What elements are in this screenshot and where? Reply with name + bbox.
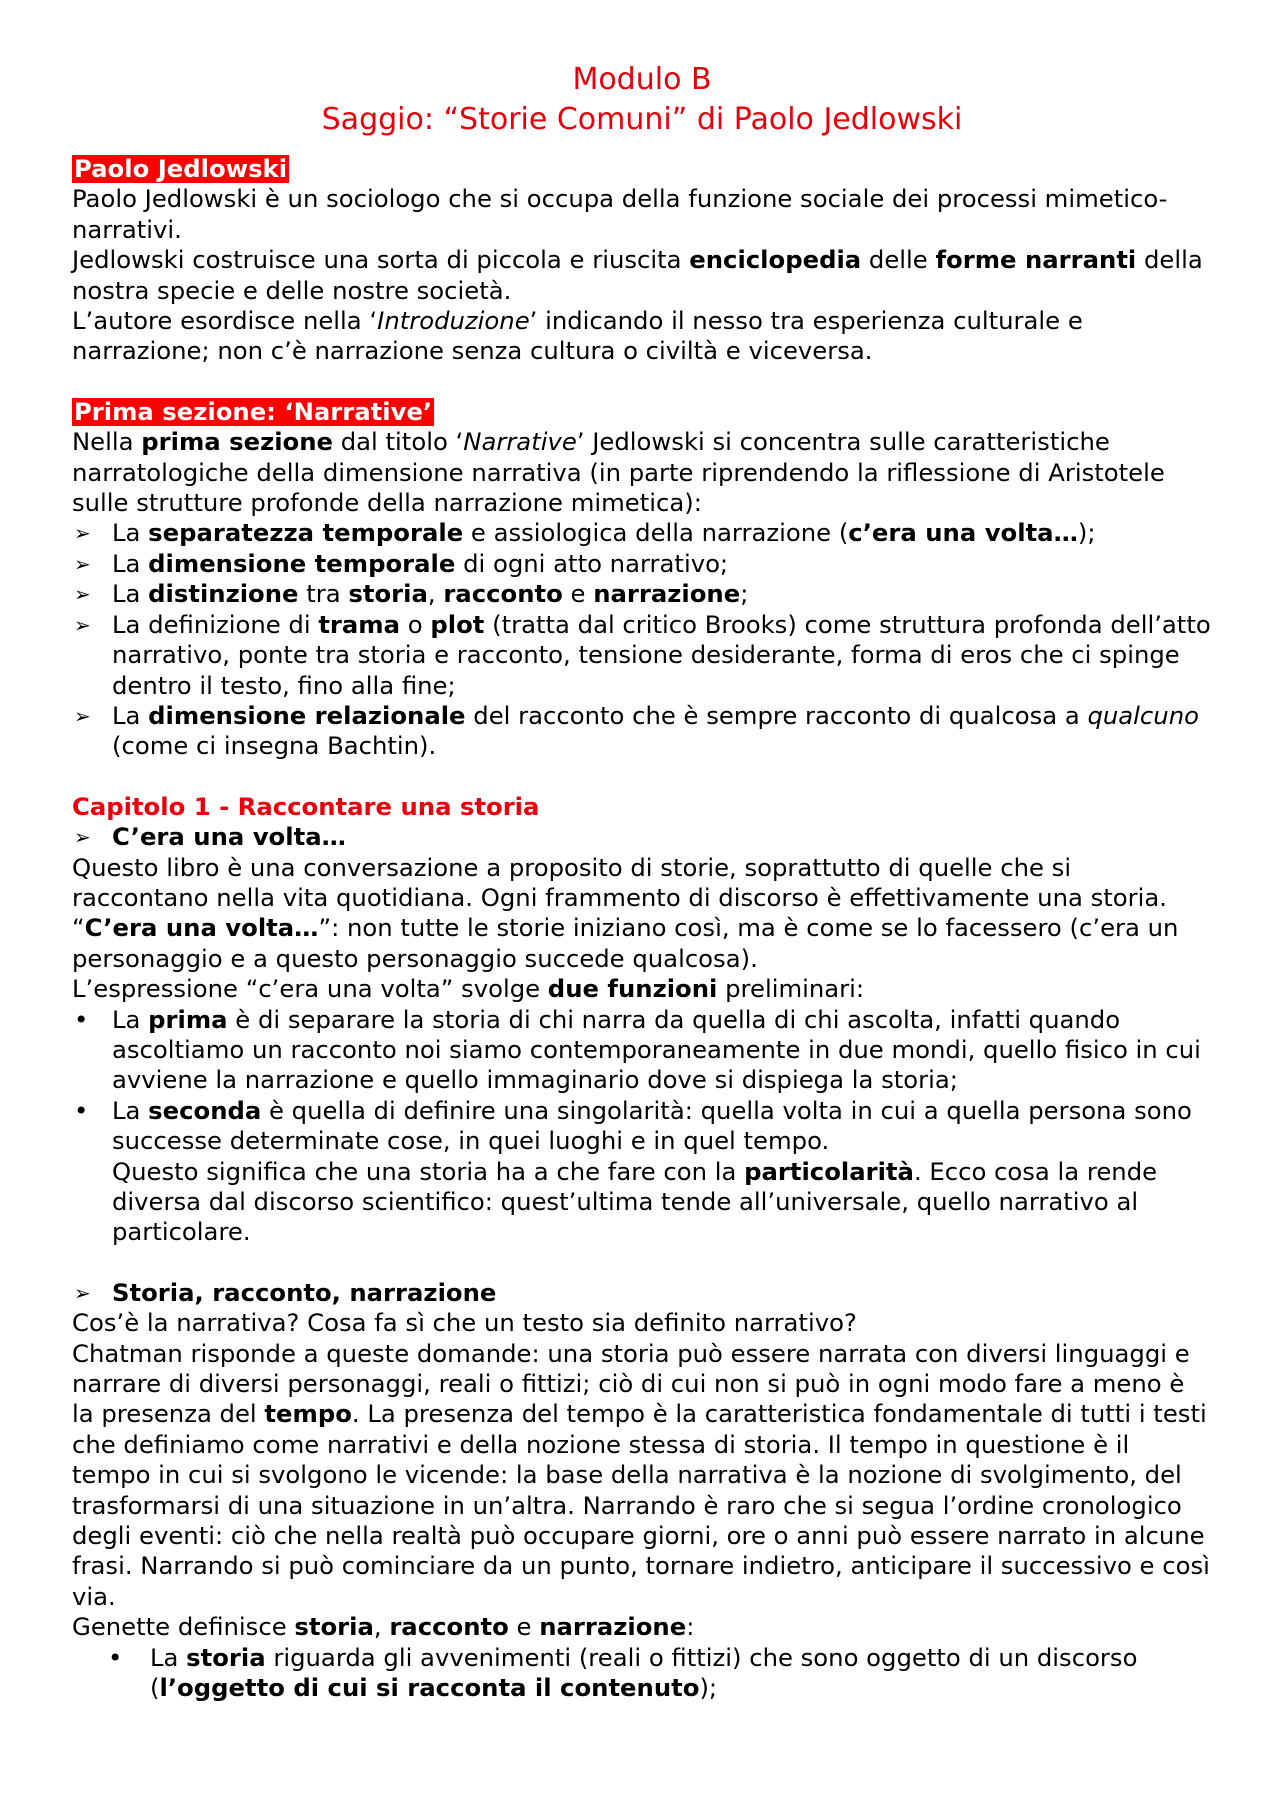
list-item: ➢ La dimensione temporale di ogni atto narrativo;	[74, 548, 729, 578]
paragraph: Genette definisce storia, racconto e narrazione:	[72, 1612, 695, 1642]
paragraph: Paolo Jedlowski è un sociologo che si occupa della funzione sociale dei processi mimetico-narrativi.	[72, 184, 1168, 244]
list-item: • La seconda è quella di definire una singolarità: quella volta in cui a quella persona sono successe determinate cose, in quei luoghi e in quel tempo. Questo significa che una storia ha a che fare con la particolarità. Ecco cosa la rende diversa dal discorso scientifico: quest’ultima tende all’universale, quello narrativo al particolare.	[74, 1095, 1192, 1247]
list-item: ➢ La separatezza temporale e assiologica della narrazione (c’era una volta…);	[74, 518, 1096, 548]
list-item: • La storia riguarda gli avvenimenti (reali o fittizi) che sono oggetto di un discorso (l’oggetto di cui si racconta il contenuto);	[108, 1642, 1138, 1703]
paragraph: L’espressione “c’era una volta” svolge due funzioni preliminari:	[72, 974, 865, 1004]
chapter-heading: Capitolo 1 - Raccontare una storia	[72, 791, 540, 821]
section-heading-author: Paolo Jedlowski	[74, 154, 288, 183]
sub-heading-list	[72, 822, 1212, 852]
list-item: • La prima è di separare la storia di chi narra da quella di chi ascolta, infatti quando ascoltiamo un racconto noi siamo contemporaneamente in due mondi, quello fisico in cui avviene la narrazione e quello immaginario dove si dispiega la storia;	[74, 1004, 1201, 1095]
sub-heading-list	[72, 1278, 1212, 1308]
bullet-dot-icon: •	[74, 1004, 89, 1034]
arrow-bullet-icon: ➢	[74, 582, 91, 607]
paragraph: L’autore esordisce nella ‘Introduzione’ indicando il nesso tra esperienza culturale e narrazione; non c’è narrazione senza cultura o civiltà e viceversa.	[72, 306, 1083, 366]
list-item: ➢ La dimensione relazionale del racconto che è sempre racconto di qualcosa a qualcuno (come ci insegna Bachtin).	[74, 700, 1199, 761]
bullet-dot-icon: •	[74, 1095, 89, 1125]
arrow-bullet-icon: ➢	[74, 703, 91, 728]
dot-list	[72, 1005, 1212, 1248]
paragraph: Questo libro è una conversazione a proposito di storie, soprattutto di quelle che si raccontano nella vita quotidiana. Ogni frammento di discorso è effettivamente una storia. “C’era una volta…”: non tutte le storie iniziano così, ma è come se lo facessero (c’era un personaggio e a questo personaggio succede qualcosa).	[72, 852, 1179, 973]
bullet-dot-icon: •	[108, 1642, 123, 1672]
arrow-bullet-icon: ➢	[74, 521, 91, 546]
paragraph: Cos’è la narrativa? Cosa fa sì che un testo sia definito narrativo?	[72, 1308, 857, 1338]
paragraph: Chatman risponde a queste domande: una storia può essere narrata con diversi linguaggi e narrare di diversi personaggi, reali o fittizi; ciò di cui non si può in ogni modo fare a meno è la presenza del tempo. La presenza del tempo è la caratteristica fondamentale di tutti i testi che definiamo come narrativi e della nozione stessa di storia. Il tempo in questione è il tempo in cui si svolgono le vicende: la base della narrativa è la nozione di svolgimento, del trasformarsi di una situazione in un’altra. Narrando è raro che si segua l’ordine cronologico degli eventi: ciò che nella realtà può occupare giorni, ore o anni può essere narrato in alcune frasi. Narrando si può cominciare da un punto, tornare indietro, anticipare il successivo e così via.	[72, 1338, 1210, 1611]
arrow-bullet-icon: ➢	[74, 825, 91, 850]
list-item: ➢ La definizione di trama o plot (tratta dal critico Brooks) come struttura profonda dell’atto narrativo, ponte tra storia e racconto, tensione desiderante, forma di eros che ci spinge dentro il testo, fino alla fine;	[74, 609, 1211, 700]
arrow-bullet-icon: ➢	[74, 612, 91, 637]
sub-heading: ➢ C’era una volta…	[74, 822, 346, 852]
section-heading-narrative: Prima sezione: ‘Narrative’	[74, 396, 433, 426]
paragraph: Nella prima sezione dal titolo ‘Narrative’ Jedlowski si concentra sulle caratteristiche narratologiche della dimensione narrativa (in parte riprendendo la riflessione di Aristotele sulle strutture profonde della narrazione mimetica):	[72, 427, 1165, 518]
arrow-list	[72, 518, 1212, 761]
dot-list	[72, 1643, 1212, 1704]
arrow-bullet-icon: ➢	[74, 1280, 91, 1305]
document-page	[72, 60, 1212, 1704]
document-subtitle: Saggio: “Storie Comuni” di Paolo Jedlowski	[321, 102, 963, 137]
arrow-bullet-icon: ➢	[74, 551, 91, 576]
document-title: Modulo B	[572, 62, 712, 97]
sub-heading: ➢ Storia, racconto, narrazione	[74, 1277, 497, 1307]
list-item: ➢ La distinzione tra storia, racconto e narrazione;	[74, 579, 749, 609]
paragraph: Jedlowski costruisce una sorta di piccola e riuscita enciclopedia delle forme narranti della nostra specie e delle nostre società.	[72, 245, 1203, 305]
